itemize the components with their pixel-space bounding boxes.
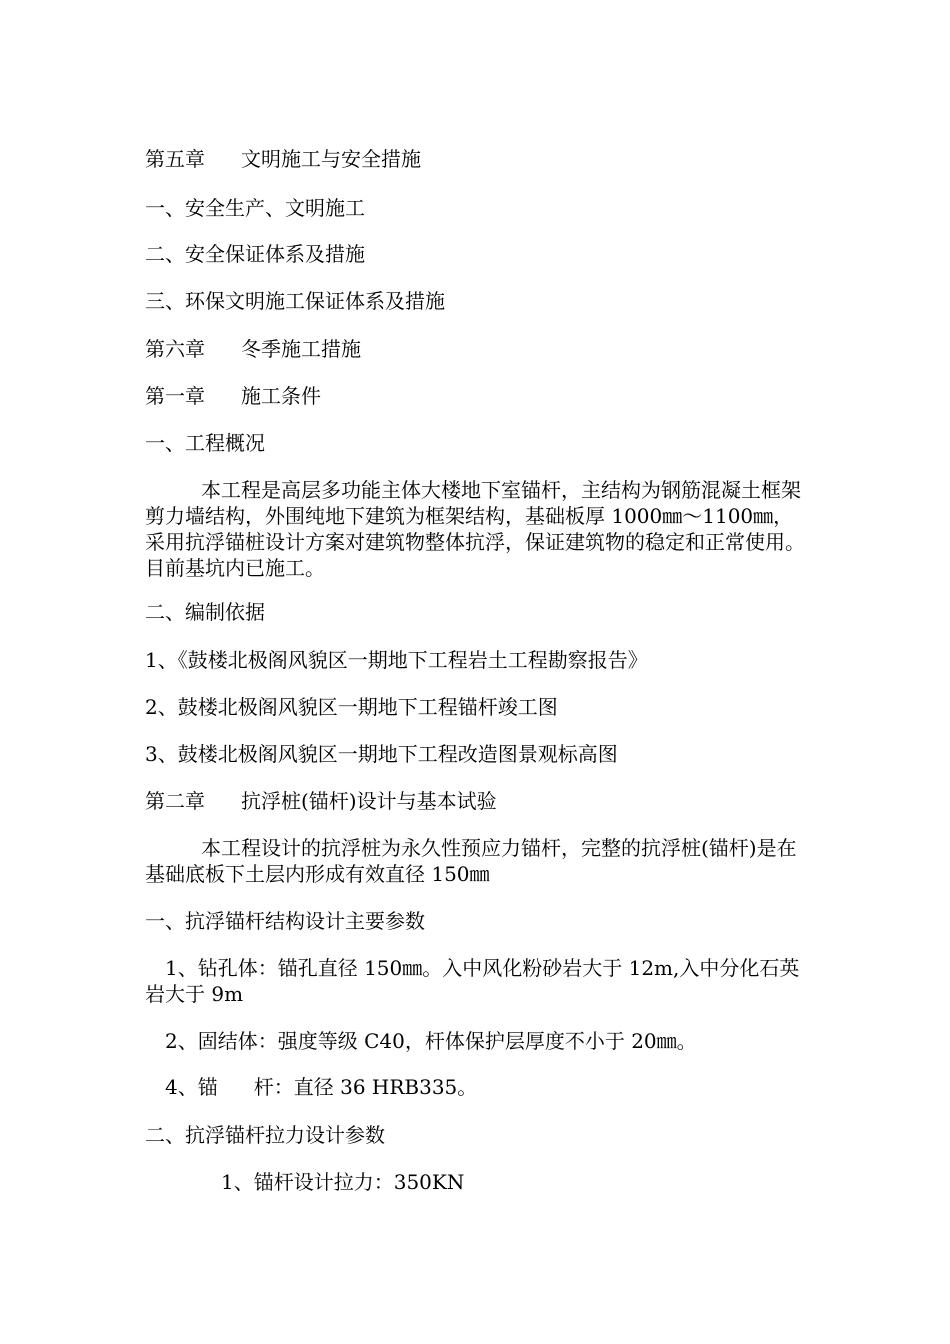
section-heading: 一、安全生产、文明施工 [145,196,365,220]
chapter-number: 第六章 [145,337,205,361]
chapter-number: 第一章 [145,384,205,408]
reference-item: 3、鼓楼北极阁风貌区一期地下工程改造图景观标高图 [145,742,618,766]
chapter-title: 冬季施工措施 [241,337,361,361]
chapter-title: 施工条件 [241,384,321,408]
parameter-item [165,1075,477,1099]
chapter-number: 第二章 [145,789,205,813]
parameter-label: 4、锚 [165,1075,218,1099]
chapter-1-heading [145,384,321,408]
section-heading: 二、抗浮锚杆拉力设计参数 [145,1123,385,1147]
design-paragraph: 本工程设计的抗浮桩为永久性预应力锚杆，完整的抗浮桩(锚杆)是在基础底板下土层内形成有效直径 150㎜ [145,836,797,886]
reference-item: 1、《鼓楼北极阁风貌区一期地下工程岩土工程勘察报告》 [145,648,648,672]
reference-item: 2、鼓楼北极阁风貌区一期地下工程锚杆竣工图 [145,695,558,719]
section-heading: 一、抗浮锚杆结构设计主要参数 [145,909,425,933]
parameter-item: 2、固结体：强度等级 C40，杆体保护层厚度不小于 20㎜。 [165,1029,697,1053]
chapter-number: 第五章 [145,147,205,171]
chapter-5-heading [145,147,421,171]
chapter-6-heading [145,337,361,361]
section-heading: 一、工程概况 [145,431,265,455]
section-heading: 二、编制依据 [145,600,265,624]
parameter-item: 1、锚杆设计拉力：350KN [221,1170,465,1194]
project-overview-paragraph: 本工程是高层多功能主体大楼地下室锚杆，主结构为钢筋混凝土框架剪力墙结构，外围纯地下建筑为框架结构，基础板厚 1000㎜～1100㎜，采用抗浮锚桩设计方案对建筑物整体抗浮，保证建筑物的稳定和正常使用。目前基坑内已施工。 [145,478,805,580]
parameter-item: 1、钻孔体：锚孔直径 150㎜。入中风化粉砂岩大于 12m,入中分化石英岩大于 9m [145,956,800,1006]
chapter-title: 文明施工与安全措施 [241,147,421,171]
parameter-value: 杆：直径 36 HRB335。 [253,1075,478,1099]
section-heading: 三、环保文明施工保证体系及措施 [145,289,445,313]
chapter-title: 抗浮桩(锚杆)设计与基本试验 [241,789,497,813]
section-heading: 二、安全保证体系及措施 [145,242,365,266]
chapter-2-heading [145,789,497,813]
